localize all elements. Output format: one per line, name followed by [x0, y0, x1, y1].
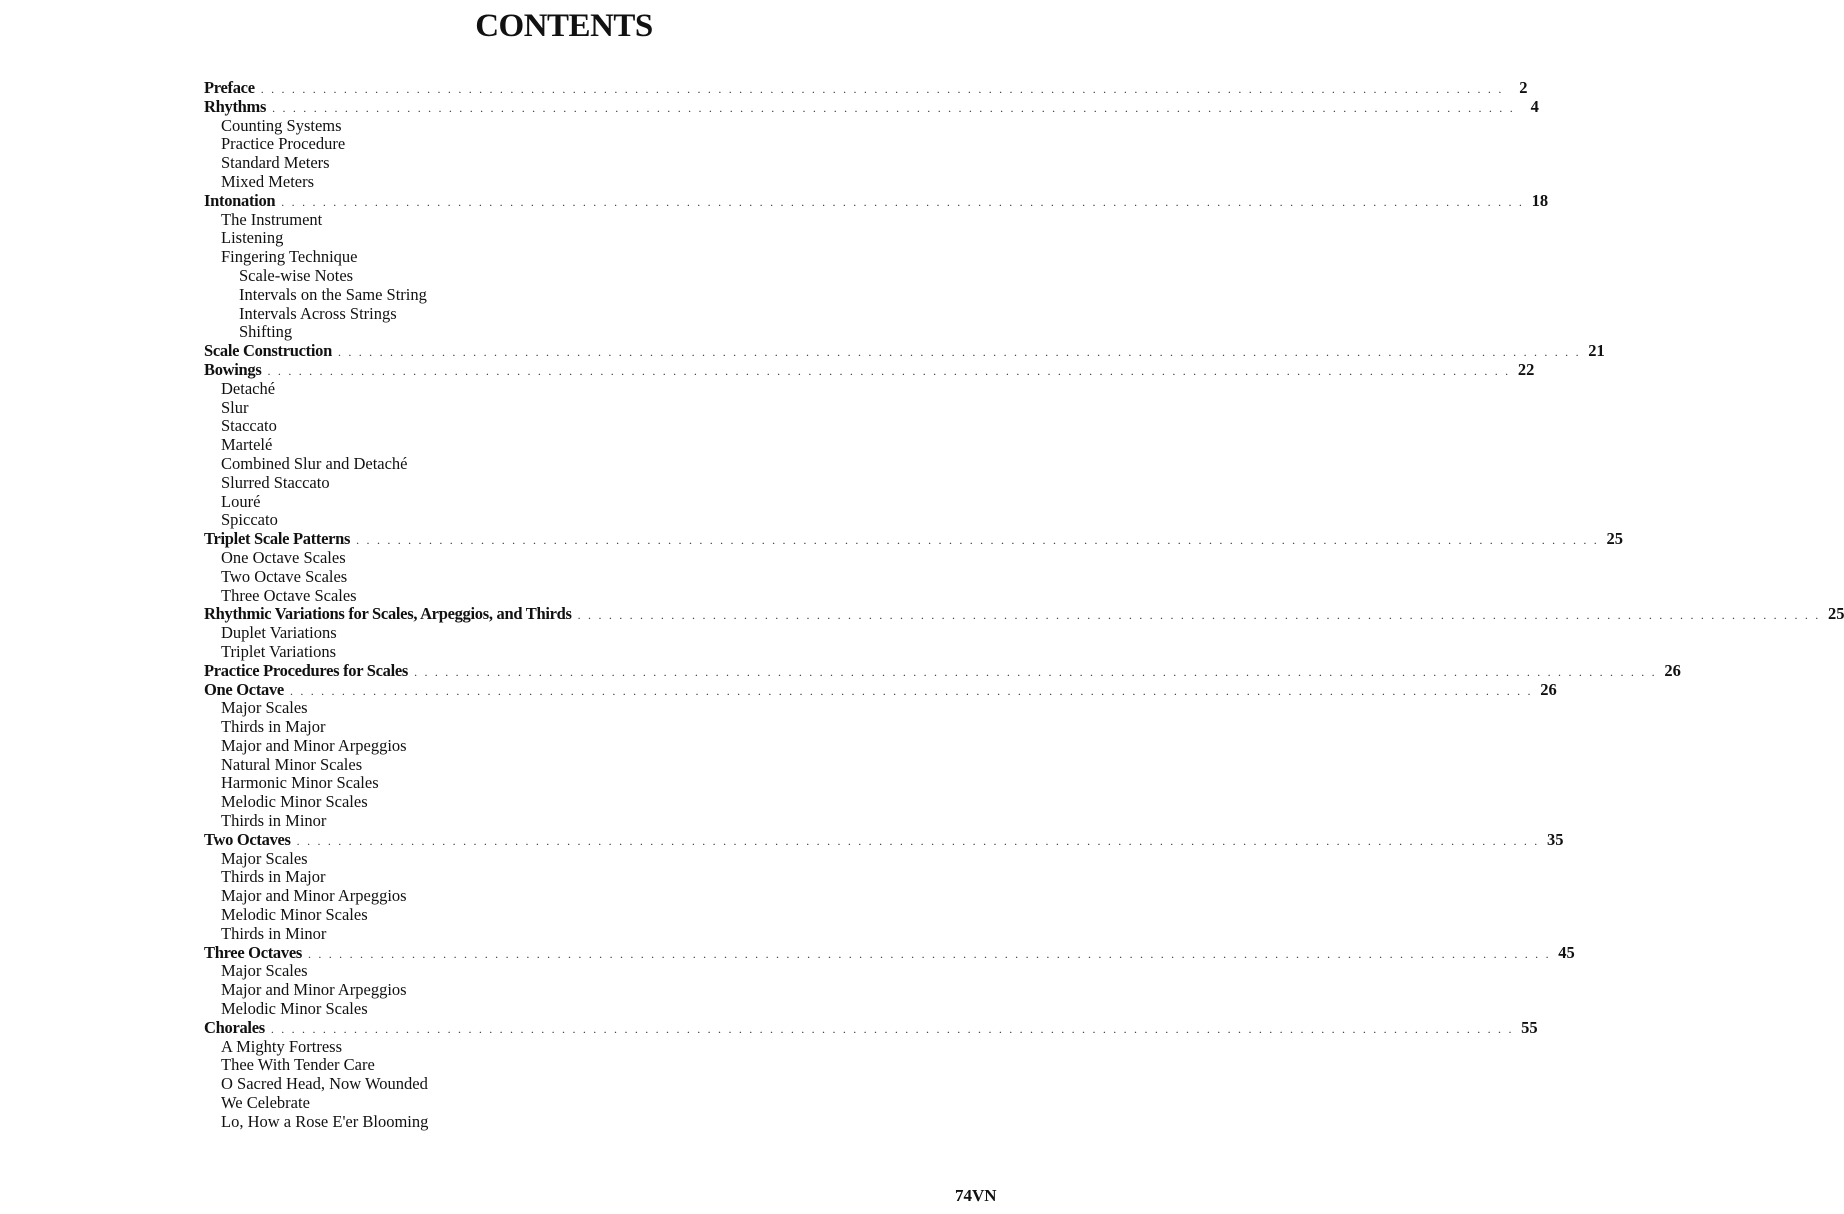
toc-label: Listening [221, 228, 284, 248]
toc-subentry [204, 117, 966, 136]
toc-section [204, 604, 1844, 624]
toc-subentry [204, 774, 966, 793]
toc-page-number: 2 [1519, 78, 1528, 97]
toc-label: Harmonic Minor Scales [221, 773, 379, 793]
toc-subentry [204, 981, 966, 1000]
toc-label: Duplet Variations [221, 623, 337, 643]
dot-leader: . . . . . . . . . . . . . . . . . . . . . . . . . . . . . . . . . . . . . . . . . . . . . . . . . . . . . . . . . . . . . . . . . . . . . . . . . . . . . . . . . . . . . . . . . . . . . . . . . . . . . . . . . . . . . . . . . . . . . . . . [270, 1021, 1514, 1036]
toc-label: Thirds in Major [221, 717, 326, 737]
toc-subentry [204, 699, 966, 718]
toc-label: Major Scales [221, 848, 308, 868]
toc-subentry [204, 1113, 966, 1132]
toc-label: Melodic Minor Scales [221, 999, 368, 1019]
dot-leader: . . . . . . . . . . . . . . . . . . . . . . . . . . . . . . . . . . . . . . . . . . . . . . . . . . . . . . . . . . . . . . . . . . . . . . . . . . . . . . . . . . . . . . . . . . . . . . . . . . . . . . . . . . . . . . . . . . . . . . . . [267, 363, 1511, 378]
toc-label: Lo, How a Rose E'er Blooming [221, 1111, 429, 1131]
toc-page-number: 35 [1546, 829, 1564, 849]
toc-label: Scale Construction [204, 341, 332, 361]
toc-label: Chorales [204, 1017, 265, 1037]
dot-leader: . . . . . . . . . . . . . . . . . . . . . . . . . . . . . . . . . . . . . . . . . . . . . . . . . . . . . . . . . . . . . . . . . . . . . . . . . . . . . . . . . . . . . . . . . . . . . . . . . . . . . . . . . . . . . . . . . . . . . . . . [356, 533, 1599, 548]
toc-label: Bowings [204, 359, 262, 379]
toc-section [204, 190, 1549, 211]
toc-subentry [204, 906, 966, 925]
toc-label: Major Scales [221, 698, 308, 718]
toc-subentry [204, 587, 966, 606]
toc-label: Two Octave Scales [221, 566, 348, 586]
toc-section [204, 96, 1539, 117]
toc-page-number: 45 [1558, 942, 1575, 962]
toc-page-number: 25 [1827, 604, 1844, 624]
toc-label: Rhythmic Variations for Scales, Arpeggios, and Thirds [204, 604, 572, 624]
dot-leader: . . . . . . . . . . . . . . . . . . . . . . . . . . . . . . . . . . . . . . . . . . . . . . . . . . . . . . . . . . . . . . . . . . . . . . . . . . . . . . . . . . . . . . . . . . . . . . . . . . . . . . . . . . . . . . . . . . . . . . . . [337, 345, 1581, 360]
toc-label: Major and Minor Arpeggios [221, 886, 407, 906]
toc-label: Melodic Minor Scales [221, 792, 368, 812]
toc-subentry [204, 962, 966, 981]
toc-subentry [204, 248, 966, 267]
toc-section [204, 942, 1575, 963]
toc-page-number: 22 [1517, 359, 1535, 379]
toc-subentry [204, 868, 966, 887]
toc-section [204, 829, 1564, 850]
toc-subentry [204, 399, 966, 418]
toc-subentry [204, 850, 966, 869]
toc-label: Preface [204, 78, 255, 97]
toc-label: Thirds in Major [221, 867, 326, 887]
toc-section [204, 529, 1623, 549]
toc-label: Standard Meters [221, 153, 330, 173]
toc-label: Slur [221, 397, 249, 417]
toc-label: O Sacred Head, Now Wounded [221, 1074, 428, 1094]
page-title: CONTENTS [475, 8, 653, 44]
toc-section [204, 660, 1681, 681]
toc-label: Thirds in Minor [221, 811, 327, 831]
toc-label: Slurred Staccato [221, 472, 330, 492]
toc-subentry [204, 643, 966, 662]
toc-label: Counting Systems [221, 115, 342, 135]
toc-label: Louré [221, 491, 261, 511]
toc-label: Combined Slur and Detaché [221, 453, 408, 473]
toc-label: Melodic Minor Scales [221, 905, 368, 925]
toc-subentry [204, 229, 966, 248]
toc-subentry [204, 1056, 966, 1075]
toc-subentry [204, 568, 966, 587]
toc-subentry [204, 1000, 966, 1019]
toc-subentry [204, 1094, 966, 1113]
toc-label: Thirds in Minor [221, 923, 327, 943]
dot-leader: . . . . . . . . . . . . . . . . . . . . . . . . . . . . . . . . . . . . . . . . . . . . . . . . . . . . . . . . . . . . . . . . . . . . . . . . . . . . . . . . . . . . . . . . . . . . . . . . . . . . . . . . . . . . . . . . . . . . . . . . [414, 664, 1657, 679]
toc-label: Three Octave Scales [221, 585, 357, 605]
toc-subentry [204, 925, 966, 944]
toc-label: A Mighty Fortress [221, 1036, 343, 1056]
toc-label: Triplet Variations [221, 641, 337, 661]
toc-subentry [204, 267, 966, 286]
dot-leader: . . . . . . . . . . . . . . . . . . . . . . . . . . . . . . . . . . . . . . . . . . . . . . . . . . . . . . . . . . . . . . . . . . . . . . . . . . . . . . . . . . . . . . . . . . . . . . . . . . . . . . . . . . . . . . . . . . . . . . . . [577, 608, 1821, 623]
toc-label: Intonation [204, 190, 276, 210]
toc-label: Martelé [221, 435, 273, 455]
toc-section [204, 679, 1557, 700]
toc-subentry [204, 154, 966, 173]
toc-label: Mixed Meters [221, 171, 315, 191]
toc-subentry [204, 812, 966, 831]
toc-section [204, 78, 1528, 98]
table-of-contents [204, 78, 1844, 1132]
toc-subentry [204, 1038, 966, 1057]
toc-label: Major and Minor Arpeggios [221, 735, 407, 755]
toc-subentry [204, 718, 966, 737]
footer-code: 74VN [955, 1186, 997, 1205]
toc-subentry [204, 549, 966, 568]
toc-page-number: 26 [1540, 679, 1557, 699]
dot-leader: . . . . . . . . . . . . . . . . . . . . . . . . . . . . . . . . . . . . . . . . . . . . . . . . . . . . . . . . . . . . . . . . . . . . . . . . . . . . . . . . . . . . . . . . . . . . . . . . . . . . . . . . . . . . . . . . . . . . . . . . [307, 946, 1551, 961]
toc-label: We Celebrate [221, 1093, 310, 1113]
toc-subentry [204, 511, 966, 530]
toc-subentry [204, 417, 966, 436]
dot-leader: . . . . . . . . . . . . . . . . . . . . . . . . . . . . . . . . . . . . . . . . . . . . . . . . . . . . . . . . . . . . . . . . . . . . . . . . . . . . . . . . . . . . . . . . . . . . . . . . . . . . . . . . . . . . . . . . . . . . . . . . [289, 683, 1533, 698]
toc-subentry [204, 173, 966, 192]
toc-page-number: 4 [1530, 96, 1539, 116]
toc-subentry [204, 756, 966, 775]
toc-page-number: 18 [1531, 190, 1549, 210]
toc-subentry [204, 1075, 966, 1094]
dot-leader: . . . . . . . . . . . . . . . . . . . . . . . . . . . . . . . . . . . . . . . . . . . . . . . . . . . . . . . . . . . . . . . . . . . . . . . . . . . . . . . . . . . . . . . . . . . . . . . . . . . . . . . . . . . . . . . . . . . . . . . . [281, 194, 1525, 209]
toc-label: The Instrument [221, 209, 323, 229]
toc-subentry [204, 305, 966, 324]
toc-label: Practice Procedure [221, 134, 346, 154]
dot-leader: . . . . . . . . . . . . . . . . . . . . . . . . . . . . . . . . . . . . . . . . . . . . . . . . . . . . . . . . . . . . . . . . . . . . . . . . . . . . . . . . . . . . . . . . . . . . . . . . . . . . . . . . . . . . . . . . . . . . . . . . [296, 833, 1540, 848]
toc-section [204, 1017, 1538, 1038]
toc-label: Intervals on the Same String [239, 284, 427, 304]
toc-subentry [204, 455, 966, 474]
toc-label: Rhythms [204, 96, 267, 116]
toc-section [204, 359, 1535, 380]
toc-subentry [204, 624, 966, 643]
toc-label: Major and Minor Arpeggios [221, 980, 407, 1000]
toc-page-number: 26 [1664, 660, 1681, 680]
dot-leader: . . . . . . . . . . . . . . . . . . . . . . . . . . . . . . . . . . . . . . . . . . . . . . . . . . . . . . . . . . . . . . . . . . . . . . . . . . . . . . . . . . . . . . . . . . . . . . . . . . . . . . . . . . . . . . . . . . . . . . . . [272, 100, 1515, 115]
toc-subentry [204, 793, 966, 812]
toc-subentry [204, 323, 966, 342]
toc-label: Detaché [221, 378, 276, 398]
toc-label: Triplet Scale Patterns [204, 529, 351, 549]
toc-label: Major Scales [221, 961, 308, 981]
toc-label: Natural Minor Scales [221, 754, 363, 774]
toc-label: Shifting [239, 322, 293, 342]
toc-subentry [204, 474, 966, 493]
toc-label: Two Octaves [204, 829, 291, 849]
toc-label: Thee With Tender Care [221, 1055, 375, 1075]
toc-label: Intervals Across Strings [239, 303, 397, 323]
toc-subentry [204, 286, 966, 305]
toc-subentry [204, 380, 966, 399]
toc-subentry [204, 737, 966, 756]
toc-subentry [204, 887, 966, 906]
toc-subentry [204, 436, 966, 455]
toc-label: Staccato [221, 416, 277, 436]
toc-label: Three Octaves [204, 942, 302, 962]
toc-label: One Octave Scales [221, 547, 346, 567]
toc-label: Scale-wise Notes [239, 265, 354, 285]
toc-page-number: 25 [1606, 529, 1623, 549]
toc-label: Fingering Technique [221, 247, 358, 267]
toc-label: Spiccato [221, 510, 278, 530]
toc-subentry [204, 135, 966, 154]
toc-page-number: 21 [1588, 341, 1605, 361]
dot-leader: . . . . . . . . . . . . . . . . . . . . . . . . . . . . . . . . . . . . . . . . . . . . . . . . . . . . . . . . . . . . . . . . . . . . . . . . . . . . . . . . . . . . . . . . . . . . . . . . . . . . . . . . . . . . . . . . . . . . . . . . [260, 82, 1504, 96]
toc-section [204, 341, 1605, 361]
toc-subentry [204, 493, 966, 512]
toc-subentry [204, 211, 966, 230]
toc-page-number: 55 [1521, 1017, 1538, 1037]
toc-label: Practice Procedures for Scales [204, 660, 409, 680]
toc-label: One Octave [204, 679, 284, 699]
